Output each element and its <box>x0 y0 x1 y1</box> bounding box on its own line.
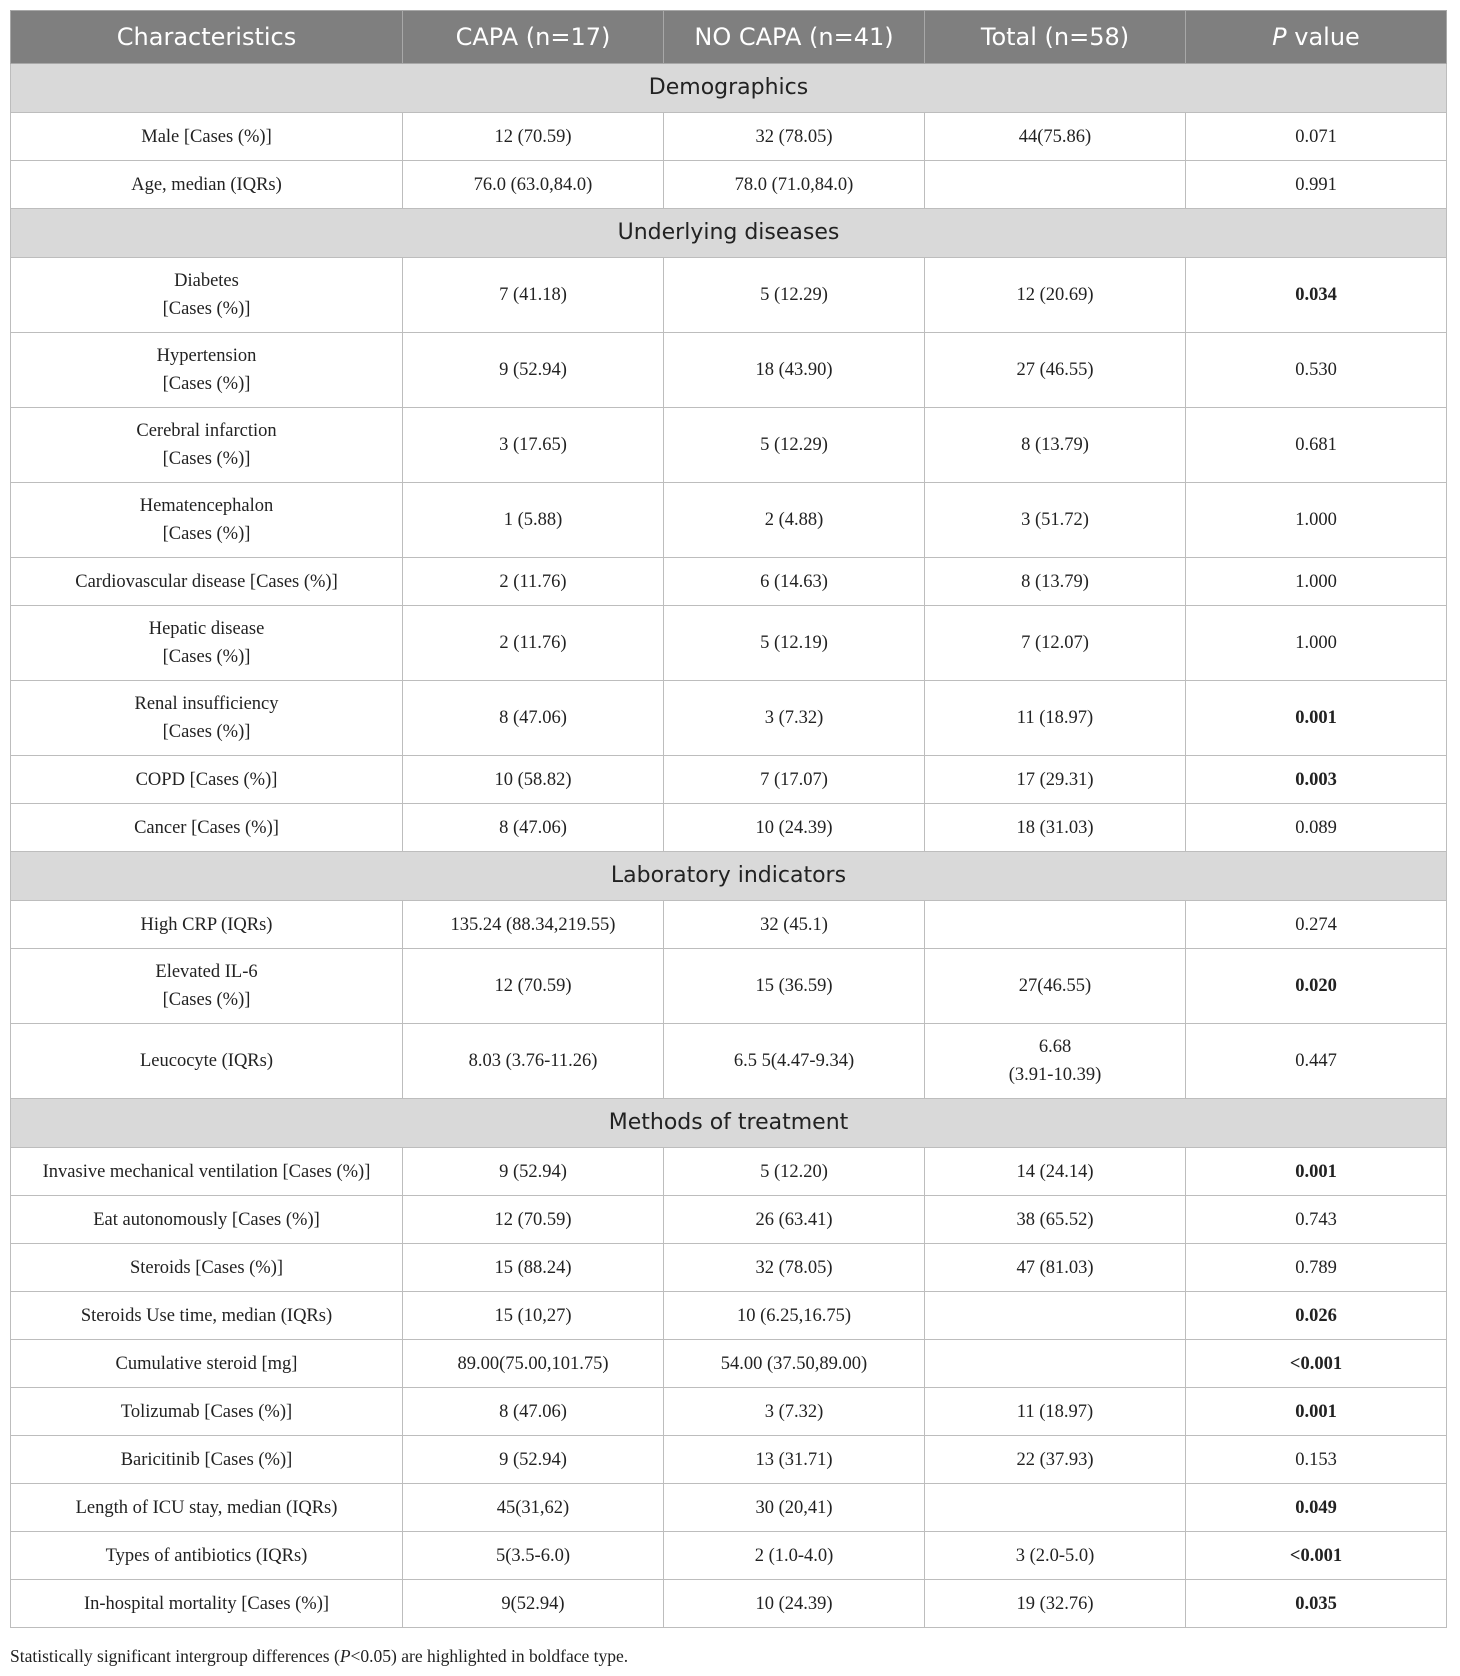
row-label <box>11 1388 403 1436</box>
cell-no-capa: 5 (12.20) <box>664 1148 925 1196</box>
cell-total: 19 (32.76) <box>925 1580 1186 1628</box>
row-label-line: [Cases (%)] <box>162 524 251 544</box>
cell-no-capa: 6.5 5(4.47-9.34) <box>664 1024 925 1099</box>
row-label-line: Tolizumab [Cases (%)] <box>120 1401 293 1422</box>
row-label <box>11 756 403 804</box>
cell-p-value: <0.001 <box>1186 1340 1447 1388</box>
row-label <box>11 804 403 852</box>
cell-no-capa: 3 (7.32) <box>664 1388 925 1436</box>
section-row <box>11 852 1447 901</box>
cell-capa: 5(3.5-6.0) <box>403 1532 664 1580</box>
table-body <box>11 64 1447 1628</box>
cell-total <box>925 1024 1186 1099</box>
row-label-line: Steroids Use time, median (IQRs) <box>80 1305 333 1326</box>
row-label-line: Hypertension <box>156 346 257 366</box>
cell-no-capa: 5 (12.29) <box>664 408 925 483</box>
row-label-line: COPD [Cases (%)] <box>135 769 278 790</box>
table-row <box>11 1024 1447 1099</box>
row-label-line: Cerebral infarction <box>136 421 277 441</box>
table-row <box>11 606 1447 681</box>
table-row <box>11 1196 1447 1244</box>
table-row <box>11 558 1447 606</box>
table-row <box>11 1580 1447 1628</box>
cell-capa: 15 (88.24) <box>403 1244 664 1292</box>
row-label <box>11 558 403 606</box>
cell-no-capa: 3 (7.32) <box>664 681 925 756</box>
row-label-line: Hepatic disease <box>148 619 265 639</box>
row-label <box>11 901 403 949</box>
row-label <box>11 1340 403 1388</box>
table-row <box>11 333 1447 408</box>
cell-total: 12 (20.69) <box>925 258 1186 333</box>
row-label <box>11 606 403 681</box>
cell-capa: 2 (11.76) <box>403 606 664 681</box>
table-row <box>11 1484 1447 1532</box>
row-label <box>11 161 403 209</box>
row-label <box>11 408 403 483</box>
row-label-line: Types of antibiotics (IQRs) <box>105 1545 308 1566</box>
table-row <box>11 1388 1447 1436</box>
cell-no-capa: 32 (78.05) <box>664 113 925 161</box>
cell-p-value: 0.530 <box>1186 333 1447 408</box>
cell-p-value: 1.000 <box>1186 606 1447 681</box>
row-label <box>11 1580 403 1628</box>
row-label <box>11 1436 403 1484</box>
cell-no-capa: 2 (1.0-4.0) <box>664 1532 925 1580</box>
cell-total: 47 (81.03) <box>925 1244 1186 1292</box>
cell-total: 17 (29.31) <box>925 756 1186 804</box>
cell-total: 27 (46.55) <box>925 333 1186 408</box>
cell-p-value: 0.089 <box>1186 804 1447 852</box>
table-row <box>11 681 1447 756</box>
cell-p-value: 0.001 <box>1186 681 1447 756</box>
cell-p-value: 0.743 <box>1186 1196 1447 1244</box>
row-label-line: Cumulative steroid [mg] <box>115 1353 298 1374</box>
cell-capa: 135.24 (88.34,219.55) <box>403 901 664 949</box>
cell-no-capa: 10 (6.25,16.75) <box>664 1292 925 1340</box>
table-row <box>11 483 1447 558</box>
cell-capa: 76.0 (63.0,84.0) <box>403 161 664 209</box>
cell-capa: 7 (41.18) <box>403 258 664 333</box>
header-p-italic: P <box>1272 23 1287 51</box>
cell-capa: 9 (52.94) <box>403 1436 664 1484</box>
cell-capa: 12 (70.59) <box>403 949 664 1024</box>
cell-total: 11 (18.97) <box>925 681 1186 756</box>
cell-no-capa: 30 (20,41) <box>664 1484 925 1532</box>
cell-total: 3 (2.0-5.0) <box>925 1532 1186 1580</box>
row-label-line: Age, median (IQRs) <box>131 174 282 195</box>
cell-total <box>925 1292 1186 1340</box>
row-label <box>11 1484 403 1532</box>
cell-p-value: 0.001 <box>1186 1388 1447 1436</box>
cell-capa: 12 (70.59) <box>403 113 664 161</box>
row-label-line: High CRP (IQRs) <box>140 914 273 935</box>
cell-no-capa: 15 (36.59) <box>664 949 925 1024</box>
cell-total: 18 (31.03) <box>925 804 1186 852</box>
cell-capa: 12 (70.59) <box>403 1196 664 1244</box>
cell-no-capa: 7 (17.07) <box>664 756 925 804</box>
footnote-italic: P <box>339 1646 351 1666</box>
row-label <box>11 333 403 408</box>
row-label-line: [Cases (%)] <box>162 647 251 667</box>
row-label-line: Invasive mechanical ventilation [Cases (%)] <box>42 1161 371 1182</box>
cell-p-value: 0.026 <box>1186 1292 1447 1340</box>
header-characteristics: Characteristics <box>11 11 403 64</box>
cell-total: 22 (37.93) <box>925 1436 1186 1484</box>
cell-total: 38 (65.52) <box>925 1196 1186 1244</box>
section-title: Underlying diseases <box>11 209 1447 258</box>
footnote <box>10 1646 628 1667</box>
cell-total: 11 (18.97) <box>925 1388 1186 1436</box>
cell-capa: 10 (58.82) <box>403 756 664 804</box>
cell-p-value: 0.049 <box>1186 1484 1447 1532</box>
row-label-line: [Cases (%)] <box>162 299 251 319</box>
table-row <box>11 756 1447 804</box>
cell-p-value: 0.153 <box>1186 1436 1447 1484</box>
cell-p-value: 0.789 <box>1186 1244 1447 1292</box>
cell-total: 8 (13.79) <box>925 408 1186 483</box>
cell-p-value: 1.000 <box>1186 483 1447 558</box>
row-label-line: Renal insufficiency <box>134 694 279 714</box>
cell-p-value: 0.020 <box>1186 949 1447 1024</box>
row-label <box>11 1292 403 1340</box>
cell-capa: 8 (47.06) <box>403 804 664 852</box>
table-row <box>11 1436 1447 1484</box>
cell-no-capa: 78.0 (71.0,84.0) <box>664 161 925 209</box>
cell-p-value: 0.447 <box>1186 1024 1447 1099</box>
cell-p-value: 0.003 <box>1186 756 1447 804</box>
cell-p-value: 0.274 <box>1186 901 1447 949</box>
cell-capa: 15 (10,27) <box>403 1292 664 1340</box>
cell-capa: 8 (47.06) <box>403 1388 664 1436</box>
row-label <box>11 1532 403 1580</box>
row-label-line: Length of ICU stay, median (IQRs) <box>75 1497 338 1518</box>
cell-total: 7 (12.07) <box>925 606 1186 681</box>
cell-p-value: 0.035 <box>1186 1580 1447 1628</box>
row-label-line: [Cases (%)] <box>162 990 251 1010</box>
row-label-line: [Cases (%)] <box>162 722 251 742</box>
table-row <box>11 1532 1447 1580</box>
cell-capa: 8.03 (3.76-11.26) <box>403 1024 664 1099</box>
row-label-line: Hematencephalon <box>139 496 274 516</box>
cell-p-value: 0.991 <box>1186 161 1447 209</box>
cell-no-capa: 32 (45.1) <box>664 901 925 949</box>
row-label-line: Male [Cases (%)] <box>141 126 272 147</box>
header-capa: CAPA (n=17) <box>403 11 664 64</box>
cell-no-capa: 2 (4.88) <box>664 483 925 558</box>
cell-no-capa: 10 (24.39) <box>664 1580 925 1628</box>
row-label-line: Elevated IL-6 <box>155 962 258 982</box>
row-label-line: Eat autonomously [Cases (%)] <box>93 1209 320 1230</box>
cell-capa: 9 (52.94) <box>403 1148 664 1196</box>
footnote-after: <0.05) are highlighted in boldface type. <box>350 1646 629 1666</box>
cell-total <box>925 901 1186 949</box>
table-row <box>11 901 1447 949</box>
row-label <box>11 483 403 558</box>
footnote-before: Statistically significant intergroup differences ( <box>10 1646 340 1666</box>
row-label <box>11 681 403 756</box>
cell-total: 3 (51.72) <box>925 483 1186 558</box>
cell-capa: 9(52.94) <box>403 1580 664 1628</box>
table-row <box>11 804 1447 852</box>
table-row <box>11 949 1447 1024</box>
row-label-line: Baricitinib [Cases (%)] <box>120 1449 293 1470</box>
table-row <box>11 408 1447 483</box>
table-row <box>11 258 1447 333</box>
table-row <box>11 1148 1447 1196</box>
row-label-line: Diabetes <box>174 271 239 291</box>
table-row <box>11 1244 1447 1292</box>
section-row <box>11 64 1447 113</box>
cell-p-value: 1.000 <box>1186 558 1447 606</box>
section-row <box>11 209 1447 258</box>
row-label-line: Steroids [Cases (%)] <box>129 1257 284 1278</box>
cell-total <box>925 161 1186 209</box>
cell-no-capa: 10 (24.39) <box>664 804 925 852</box>
header-p-value <box>1186 11 1447 64</box>
row-label <box>11 1024 403 1099</box>
cell-total: 27(46.55) <box>925 949 1186 1024</box>
cell-p-value: 0.001 <box>1186 1148 1447 1196</box>
cell-capa: 3 (17.65) <box>403 408 664 483</box>
cell-no-capa: 26 (63.41) <box>664 1196 925 1244</box>
cell-p-value: <0.001 <box>1186 1532 1447 1580</box>
cell-capa: 45(31,62) <box>403 1484 664 1532</box>
cell-total: 14 (24.14) <box>925 1148 1186 1196</box>
cell-total <box>925 1340 1186 1388</box>
header-no-capa: NO CAPA (n=41) <box>664 11 925 64</box>
cell-p-value: 0.034 <box>1186 258 1447 333</box>
cell-capa: 2 (11.76) <box>403 558 664 606</box>
header-total: Total (n=58) <box>925 11 1186 64</box>
table-row <box>11 1292 1447 1340</box>
cell-total <box>925 1484 1186 1532</box>
section-title: Methods of treatment <box>11 1099 1447 1148</box>
row-label <box>11 1148 403 1196</box>
cell-capa: 9 (52.94) <box>403 333 664 408</box>
table-row <box>11 161 1447 209</box>
table-row <box>11 1340 1447 1388</box>
section-title: Demographics <box>11 64 1447 113</box>
row-label-line: Cardiovascular disease [Cases (%)] <box>75 571 338 592</box>
cell-total: 44(75.86) <box>925 113 1186 161</box>
cell-no-capa: 32 (78.05) <box>664 1244 925 1292</box>
cell-capa: 1 (5.88) <box>403 483 664 558</box>
cell-capa: 8 (47.06) <box>403 681 664 756</box>
row-label-line: Cancer [Cases (%)] <box>134 817 279 838</box>
cell-no-capa: 54.00 (37.50,89.00) <box>664 1340 925 1388</box>
row-label-line: [Cases (%)] <box>162 449 251 469</box>
cell-no-capa: 6 (14.63) <box>664 558 925 606</box>
cell-no-capa: 13 (31.71) <box>664 1436 925 1484</box>
section-row <box>11 1099 1447 1148</box>
cell-no-capa: 18 (43.90) <box>664 333 925 408</box>
cell-total: 8 (13.79) <box>925 558 1186 606</box>
section-title: Laboratory indicators <box>11 852 1447 901</box>
cell-no-capa: 5 (12.29) <box>664 258 925 333</box>
cell-p-value: 0.071 <box>1186 113 1447 161</box>
cell-no-capa: 5 (12.19) <box>664 606 925 681</box>
row-label <box>11 1244 403 1292</box>
row-label <box>11 258 403 333</box>
row-label-line: Leucocyte (IQRs) <box>139 1051 274 1071</box>
cell-line: 6.68 <box>1038 1037 1072 1057</box>
table-row <box>11 113 1447 161</box>
header-row <box>11 11 1447 64</box>
cell-line: (3.91-10.39) <box>1008 1065 1102 1085</box>
row-label <box>11 113 403 161</box>
data-table-container <box>10 10 1446 1628</box>
row-label <box>11 949 403 1024</box>
row-label-line: [Cases (%)] <box>162 374 251 394</box>
cell-capa: 89.00(75.00,101.75) <box>403 1340 664 1388</box>
row-label-line: In-hospital mortality [Cases (%)] <box>83 1593 330 1614</box>
data-table <box>10 10 1447 1628</box>
cell-p-value: 0.681 <box>1186 408 1447 483</box>
header-p-rest: value <box>1286 23 1360 51</box>
row-label <box>11 1196 403 1244</box>
